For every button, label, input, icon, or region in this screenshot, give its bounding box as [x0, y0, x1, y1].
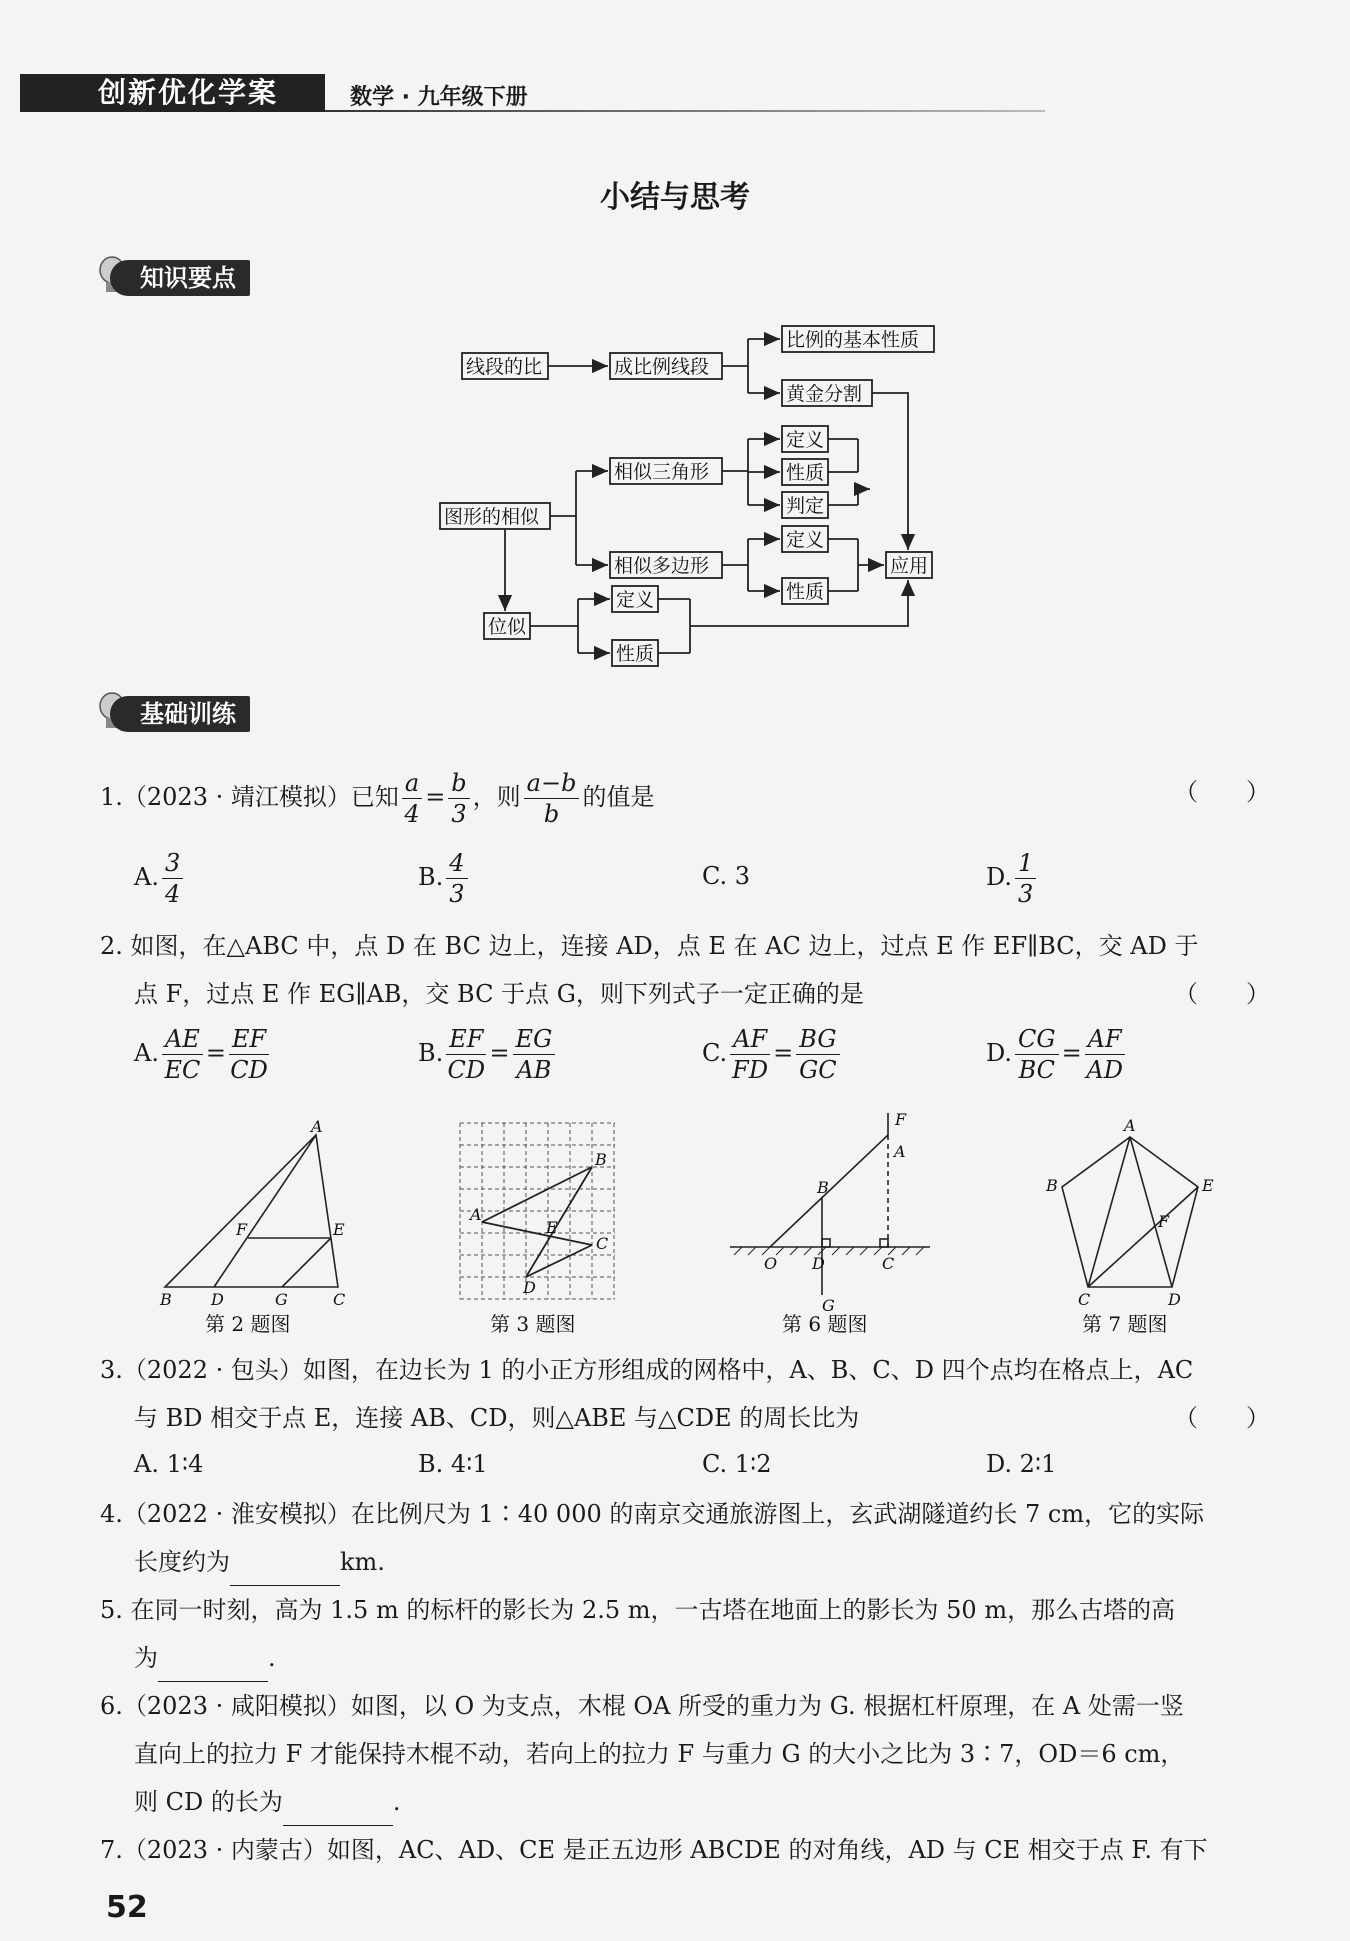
question-5-line-2: 为 . [134, 1634, 1314, 1682]
node-label: 定义 [616, 589, 655, 611]
question-1: 1.（2023 · 靖江模拟）已知 $\frac{a}{4}$ = $\frac{b}{3}$ ，则 $\frac{a-b}{b}$ 的值是 [100, 769, 655, 828]
svg-text:C: C [596, 1234, 609, 1253]
svg-text:E: E [333, 1220, 345, 1239]
answer-blank[interactable] [283, 1797, 393, 1826]
question-2-line-1: 2. 如图，在△ABC 中，点 D 在 BC 边上，连接 AD，点 E 在 AC 边上，过点 E 作 EF∥BC，交 AD 于 [100, 932, 1199, 960]
option-c: C. 3 [702, 862, 751, 890]
svg-text:C: C [1078, 1290, 1091, 1309]
figure-caption: 第 6 题图 [782, 1312, 868, 1336]
svg-text:A: A [311, 1117, 323, 1136]
svg-text:F: F [895, 1110, 907, 1129]
section-training-title: 基础训练 [110, 696, 250, 732]
question-3-line-1: 3.（2022 · 包头）如图，在边长为 1 的小正方形组成的网格中，A、B、C、D 四个点均在格点上，AC [100, 1356, 1194, 1384]
svg-text:D: D [211, 1290, 224, 1309]
svg-text:F: F [236, 1220, 248, 1239]
figure-q2 [165, 1135, 338, 1287]
question-2-line-2: 点 F，过点 E 作 EG∥AB，交 BC 于点 G，则下列式子一定正确的是 [134, 980, 864, 1008]
answer-blank[interactable] [230, 1557, 340, 1586]
svg-text:D: D [812, 1254, 825, 1273]
option-a: A. $\frac{3}{4}$ [134, 848, 186, 909]
node-label: 相似多边形 [614, 555, 710, 577]
node-label: 相似三角形 [614, 461, 710, 483]
svg-text:E: E [1202, 1176, 1214, 1195]
option-c: C. $\frac{AF}{FD}$ = $\frac{BG}{GC}$ [702, 1024, 843, 1085]
node-label: 成比例线段 [614, 356, 710, 378]
node-label: 判定 [786, 495, 825, 517]
answer-blank[interactable] [158, 1653, 268, 1682]
svg-text:C: C [882, 1254, 895, 1273]
question-6-line-2: 直向上的拉力 F 才能保持木棍不动，若向上的拉力 F 与重力 G 的大小之比为 3∶7，OD＝6 cm， [134, 1740, 1185, 1768]
node-label: 比例的基本性质 [786, 329, 920, 351]
option-d: D. 2∶1 [986, 1450, 1057, 1478]
question-4-line-1: 4.（2022 · 淮安模拟）在比例尺为 1∶40 000 的南京交通旅游图上，玄武湖隧道约长 7 cm，它的实际 [100, 1500, 1205, 1528]
svg-text:B: B [595, 1150, 607, 1169]
option-b: B. 4∶1 [418, 1450, 488, 1478]
node-label: 性质 [786, 581, 825, 603]
svg-text:B: B [817, 1178, 829, 1197]
figure-caption: 第 7 题图 [1082, 1312, 1168, 1336]
option-c: C. 1∶2 [702, 1450, 772, 1478]
svg-text:D: D [523, 1278, 536, 1297]
option-b: B. $\frac{4}{3}$ [418, 848, 471, 909]
node-label: 定义 [786, 529, 825, 551]
answer-parenthesis: （ ） [1174, 1404, 1270, 1432]
node-label: 黄金分割 [786, 383, 863, 405]
figure-q7 [1062, 1137, 1198, 1287]
svg-text:B: B [1046, 1176, 1058, 1195]
header-brand: 创新优化学案 [98, 76, 279, 109]
svg-text:B: B [160, 1290, 172, 1309]
figure-caption: 第 3 题图 [490, 1312, 576, 1336]
figure-caption: 第 2 题图 [205, 1312, 291, 1336]
svg-text:A: A [470, 1205, 482, 1224]
question-4-line-2: 长度约为 km. [134, 1538, 1314, 1586]
option-d: D. $\frac{1}{3}$ [986, 848, 1039, 909]
svg-text:E: E [546, 1218, 558, 1237]
node-label: 线段的比 [466, 356, 543, 378]
question-6-line-1: 6.（2023 · 咸阳模拟）如图，以 O 为支点，木棍 OA 所受的重力为 G. 根据杠杆原理，在 A 处需一竖 [100, 1692, 1184, 1720]
figures-row [0, 1105, 1350, 1345]
question-3-line-2: 与 BD 相交于点 E，连接 AB、CD，则△ABE 与△CDE 的周长比为 [134, 1404, 860, 1432]
page-title: 小结与思考 [600, 180, 750, 215]
option-d: D. $\frac{CG}{BC}$ = $\frac{AF}{AD}$ [986, 1025, 1123, 1084]
header-subject: 数学 · 九年级下册 [350, 85, 528, 110]
page-number: 52 [106, 1890, 148, 1925]
option-a: A. 1∶4 [134, 1450, 204, 1478]
svg-text:A: A [1124, 1116, 1136, 1135]
answer-parenthesis: （ ） [1174, 980, 1270, 1008]
node-label: 位似 [488, 616, 527, 638]
figure-q6 [730, 1113, 930, 1295]
svg-text:A: A [894, 1142, 906, 1161]
svg-text:F: F [1158, 1212, 1170, 1231]
svg-text:G: G [822, 1296, 835, 1315]
option-a: A. $\frac{AE}{EC}$ = $\frac{EF}{CD}$ [134, 1025, 268, 1084]
svg-text:O: O [764, 1254, 778, 1273]
option-b: B. $\frac{EF}{CD}$ = $\frac{EG}{AB}$ [418, 1024, 558, 1085]
knowledge-mindmap [0, 0, 1350, 700]
answer-parenthesis: （ ） [1174, 778, 1270, 806]
question-5-line-1: 5. 在同一时刻，高为 1.5 m 的标杆的影长为 2.5 m，一古塔在地面上的影长为 50 m，那么古塔的高 [100, 1596, 1176, 1624]
section-knowledge-title: 知识要点 [110, 260, 250, 296]
question-6-line-3: 则 CD 的长为 . [134, 1778, 1314, 1826]
svg-text:G: G [275, 1290, 288, 1309]
node-label: 定义 [786, 429, 825, 451]
svg-text:C: C [333, 1290, 346, 1309]
node-label: 性质 [616, 643, 655, 665]
svg-text:D: D [1168, 1290, 1181, 1309]
question-7-line-1: 7.（2023 · 内蒙古）如图，AC、AD、CE 是正五边形 ABCDE 的对角线，AD 与 CE 相交于点 F. 有下 [100, 1836, 1208, 1864]
figure-q3 [460, 1123, 615, 1299]
node-label: 应用 [890, 555, 929, 577]
node-label: 性质 [786, 462, 825, 484]
node-label: 图形的相似 [444, 506, 540, 528]
